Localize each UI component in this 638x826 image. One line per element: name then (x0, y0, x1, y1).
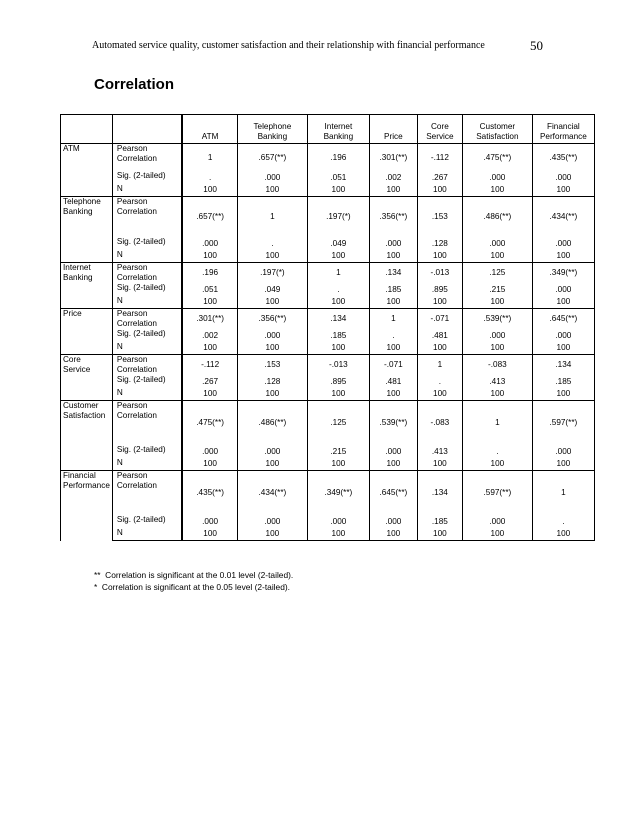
correlation-cell: .481 (417, 329, 462, 342)
statistic-label: N (112, 458, 182, 471)
statistic-label: Sig. (2-tailed) (112, 445, 182, 458)
statistic-label: Sig. (2-tailed) (112, 283, 182, 296)
correlation-cell: .356(**) (237, 309, 307, 329)
statistic-label: N (112, 296, 182, 309)
correlation-cell: .434(**) (532, 197, 594, 237)
table-footnotes (94, 570, 293, 593)
row-variable-label: Core Service (61, 355, 113, 401)
correlation-cell: 100 (237, 296, 307, 309)
correlation-cell: 100 (369, 458, 417, 471)
correlation-cell: -.083 (462, 355, 532, 375)
correlation-cell: 100 (369, 250, 417, 263)
correlation-cell: . (532, 515, 594, 528)
table-row (61, 401, 595, 445)
correlation-cell: .002 (369, 171, 417, 184)
correlation-cell: 100 (532, 458, 594, 471)
correlation-cell: 100 (532, 184, 594, 197)
correlation-cell: -.083 (417, 401, 462, 445)
correlation-cell: 100 (417, 458, 462, 471)
row-variable-label: Telephone Banking (61, 197, 113, 263)
correlation-cell: 100 (182, 184, 237, 197)
correlation-cell: .000 (369, 237, 417, 250)
correlation-cell: .000 (462, 515, 532, 528)
correlation-cell: -.112 (417, 144, 462, 171)
correlation-cell: .049 (237, 283, 307, 296)
correlation-cell: 1 (532, 471, 594, 515)
correlation-cell: .134 (532, 355, 594, 375)
table-row (61, 515, 595, 528)
correlation-cell: 100 (182, 250, 237, 263)
statistic-label: Sig. (2-tailed) (112, 515, 182, 528)
statistic-label: Sig. (2-tailed) (112, 171, 182, 184)
correlation-cell: -.112 (182, 355, 237, 375)
statistic-label: Pearson Correlation (112, 471, 182, 515)
correlation-cell: .000 (462, 171, 532, 184)
correlation-cell: .895 (307, 375, 369, 388)
correlation-cell: .185 (369, 283, 417, 296)
table-row (61, 445, 595, 458)
correlation-cell: 100 (462, 528, 532, 541)
correlation-cell: .000 (182, 237, 237, 250)
correlation-cell: 1 (237, 197, 307, 237)
correlation-cell: .000 (307, 515, 369, 528)
correlation-cell: 100 (182, 458, 237, 471)
correlation-cell: .597(**) (532, 401, 594, 445)
correlation-cell: . (417, 375, 462, 388)
correlation-cell: .000 (369, 445, 417, 458)
correlation-cell: 100 (369, 528, 417, 541)
correlation-cell: .185 (417, 515, 462, 528)
correlation-cell: .000 (532, 283, 594, 296)
correlation-cell: .486(**) (237, 401, 307, 445)
correlation-cell: .000 (532, 445, 594, 458)
correlation-cell: .000 (237, 445, 307, 458)
correlation-cell: .539(**) (462, 309, 532, 329)
table-row (61, 250, 595, 263)
statistic-label: N (112, 342, 182, 355)
correlation-cell: .134 (307, 309, 369, 329)
statistic-label: N (112, 184, 182, 197)
correlation-cell: .000 (237, 515, 307, 528)
column-header: ATM (182, 115, 237, 144)
correlation-cell: 100 (237, 388, 307, 401)
correlation-cell: 100 (532, 342, 594, 355)
correlation-cell: .434(**) (237, 471, 307, 515)
column-header: Customer Satisfaction (462, 115, 532, 144)
correlation-cell: 100 (417, 388, 462, 401)
correlation-cell: .197(*) (307, 197, 369, 237)
section-title: Correlation (94, 76, 175, 93)
table-row (61, 197, 595, 237)
correlation-cell: .125 (462, 263, 532, 283)
correlation-cell: .196 (307, 144, 369, 171)
column-header: Internet Banking (307, 115, 369, 144)
correlation-cell: .153 (417, 197, 462, 237)
correlation-cell: -.013 (417, 263, 462, 283)
correlation-cell: .000 (532, 237, 594, 250)
table-row (61, 296, 595, 309)
correlation-cell: .645(**) (369, 471, 417, 515)
table-header-row (61, 115, 595, 144)
correlation-cell: 100 (417, 342, 462, 355)
correlation-cell: .413 (462, 375, 532, 388)
correlation-cell: .481 (369, 375, 417, 388)
table-row (61, 458, 595, 471)
statistic-label: N (112, 250, 182, 263)
correlation-cell: 100 (237, 250, 307, 263)
correlation-cell: 100 (182, 528, 237, 541)
correlation-cell: .128 (237, 375, 307, 388)
correlation-cell: .153 (237, 355, 307, 375)
page-number: 50 (530, 38, 543, 53)
footnote-001: ** Correlation is significant at the 0.01 level (2-tailed). (94, 570, 294, 580)
correlation-cell: .539(**) (369, 401, 417, 445)
correlation-cell: .051 (307, 171, 369, 184)
table-row (61, 329, 595, 342)
statistic-label: N (112, 388, 182, 401)
correlation-cell: 100 (462, 296, 532, 309)
correlation-cell: 100 (462, 388, 532, 401)
correlation-cell: 1 (462, 401, 532, 445)
correlation-cell: .349(**) (307, 471, 369, 515)
correlation-cell: . (182, 171, 237, 184)
row-variable-label: Price (61, 309, 113, 355)
correlation-cell: .000 (462, 329, 532, 342)
correlation-cell: .000 (532, 171, 594, 184)
correlation-cell: 100 (307, 184, 369, 197)
correlation-cell: 100 (417, 184, 462, 197)
correlation-cell: . (462, 445, 532, 458)
correlation-cell: 100 (417, 296, 462, 309)
statistic-label: Sig. (2-tailed) (112, 237, 182, 250)
correlation-cell: 100 (307, 296, 369, 309)
correlation-cell: .301(**) (182, 309, 237, 329)
correlation-cell: .000 (237, 171, 307, 184)
statistic-label: Pearson Correlation (112, 197, 182, 237)
column-header: Price (369, 115, 417, 144)
table-row (61, 237, 595, 250)
correlation-cell: 100 (307, 250, 369, 263)
table-row (61, 144, 595, 171)
correlation-cell: .000 (532, 329, 594, 342)
correlation-cell: 100 (532, 388, 594, 401)
correlation-cell: 100 (369, 342, 417, 355)
correlation-cell: 100 (369, 184, 417, 197)
table-row (61, 342, 595, 355)
correlation-cell: .125 (307, 401, 369, 445)
table-row (61, 171, 595, 184)
correlation-cell: 100 (307, 388, 369, 401)
table-row (61, 528, 595, 541)
column-header: Telephone Banking (237, 115, 307, 144)
correlation-cell: .486(**) (462, 197, 532, 237)
correlation-cell: .267 (182, 375, 237, 388)
correlation-cell: .196 (182, 263, 237, 283)
correlation-cell: .475(**) (182, 401, 237, 445)
correlation-cell: 100 (307, 342, 369, 355)
correlation-cell: .215 (462, 283, 532, 296)
correlation-cell: 100 (532, 528, 594, 541)
correlation-cell: 100 (237, 528, 307, 541)
correlation-cell: 100 (369, 296, 417, 309)
correlation-cell: 100 (182, 342, 237, 355)
correlation-cell: .128 (417, 237, 462, 250)
correlation-cell: -.071 (369, 355, 417, 375)
correlation-cell: .657(**) (182, 197, 237, 237)
correlation-cell: -.071 (417, 309, 462, 329)
statistic-label: N (112, 528, 182, 541)
correlation-cell: .185 (307, 329, 369, 342)
statistic-label: Pearson Correlation (112, 263, 182, 283)
correlation-cell: .657(**) (237, 144, 307, 171)
correlation-cell: .435(**) (532, 144, 594, 171)
correlation-cell: 1 (369, 309, 417, 329)
footnote-005: * Correlation is significant at the 0.05 level (2-tailed). (94, 581, 290, 592)
table-row (61, 388, 595, 401)
correlation-cell: .895 (417, 283, 462, 296)
statistic-label: Sig. (2-tailed) (112, 375, 182, 388)
statistic-label: Pearson Correlation (112, 309, 182, 329)
correlation-cell: 100 (462, 250, 532, 263)
correlation-cell: .475(**) (462, 144, 532, 171)
statistic-label: Sig. (2-tailed) (112, 329, 182, 342)
statistic-label: Pearson Correlation (112, 144, 182, 171)
column-header: Financial Performance (532, 115, 594, 144)
correlation-cell: .185 (532, 375, 594, 388)
row-variable-label: ATM (61, 144, 113, 197)
row-variable-label: Internet Banking (61, 263, 113, 309)
correlation-cell: 100 (462, 184, 532, 197)
statistic-label: Pearson Correlation (112, 401, 182, 445)
correlation-cell: . (307, 283, 369, 296)
correlation-cell: .356(**) (369, 197, 417, 237)
correlation-cell: .000 (369, 515, 417, 528)
correlation-cell: .597(**) (462, 471, 532, 515)
correlation-cell: .645(**) (532, 309, 594, 329)
correlation-cell: .215 (307, 445, 369, 458)
correlation-cell: .051 (182, 283, 237, 296)
correlation-cell: 1 (182, 144, 237, 171)
correlation-cell: 1 (307, 263, 369, 283)
correlation-cell: 1 (417, 355, 462, 375)
correlation-cell: .000 (237, 329, 307, 342)
correlation-cell: 100 (307, 528, 369, 541)
column-header: Core Service (417, 115, 462, 144)
correlation-cell: . (369, 329, 417, 342)
correlation-cell: -.013 (307, 355, 369, 375)
table-row (61, 263, 595, 283)
correlation-table (60, 114, 595, 541)
table-row (61, 309, 595, 329)
correlation-cell: 100 (307, 458, 369, 471)
correlation-cell: .000 (462, 237, 532, 250)
table-row (61, 471, 595, 515)
corner-cell-stat (112, 115, 182, 144)
corner-cell (61, 115, 113, 144)
correlation-cell: 100 (237, 342, 307, 355)
correlation-cell: 100 (182, 388, 237, 401)
correlation-cell: 100 (417, 250, 462, 263)
correlation-cell: 100 (369, 388, 417, 401)
correlation-cell: 100 (532, 296, 594, 309)
correlation-cell: .134 (369, 263, 417, 283)
correlation-cell: 100 (417, 528, 462, 541)
correlation-cell: .301(**) (369, 144, 417, 171)
correlation-cell: .000 (182, 445, 237, 458)
correlation-cell: 100 (462, 342, 532, 355)
correlation-cell: . (237, 237, 307, 250)
statistic-label: Pearson Correlation (112, 355, 182, 375)
row-variable-label: Financial Performance (61, 471, 113, 541)
table-row (61, 375, 595, 388)
correlation-cell: .002 (182, 329, 237, 342)
correlation-cell: .197(*) (237, 263, 307, 283)
correlation-cell: .134 (417, 471, 462, 515)
table-row (61, 355, 595, 375)
correlation-cell: .049 (307, 237, 369, 250)
correlation-cell: .267 (417, 171, 462, 184)
correlation-cell: .000 (182, 515, 237, 528)
running-header: Automated service quality, customer satisfaction and their relationship with financial performance (92, 40, 485, 51)
correlation-cell: 100 (182, 296, 237, 309)
correlation-cell: 100 (462, 458, 532, 471)
correlation-cell: 100 (532, 250, 594, 263)
correlation-cell: 100 (237, 458, 307, 471)
table-row (61, 184, 595, 197)
correlation-cell: .349(**) (532, 263, 594, 283)
correlation-cell: .435(**) (182, 471, 237, 515)
correlation-cell: .413 (417, 445, 462, 458)
correlation-cell: 100 (237, 184, 307, 197)
table-row (61, 283, 595, 296)
row-variable-label: Customer Satisfaction (61, 401, 113, 471)
